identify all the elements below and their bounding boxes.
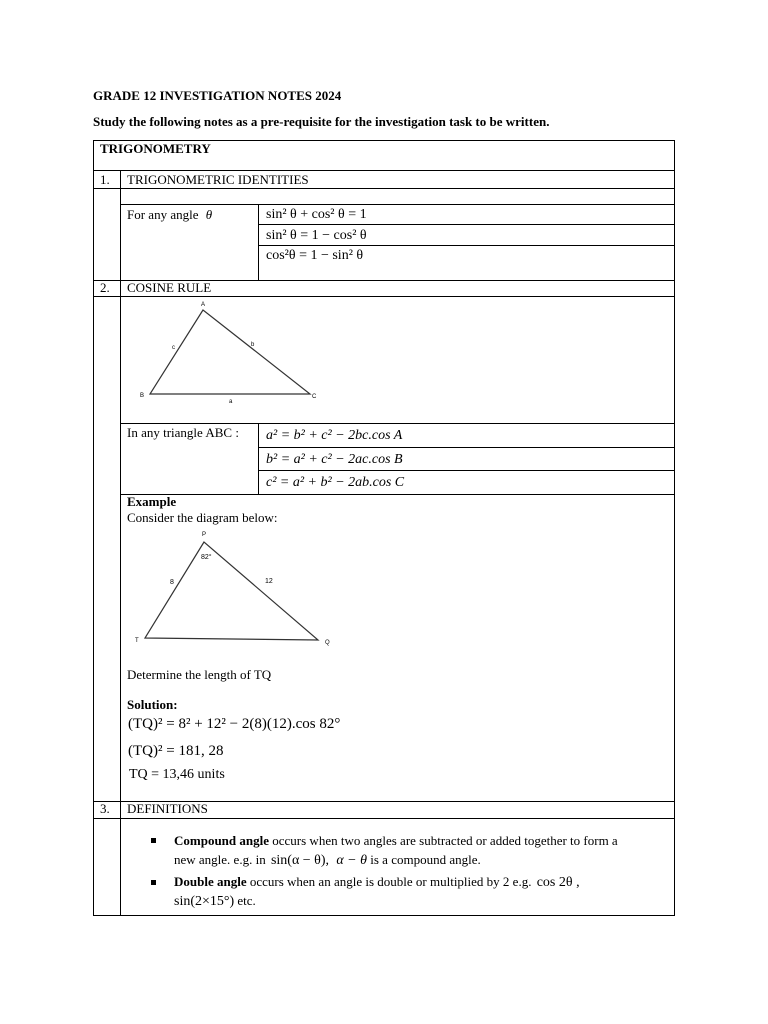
compound-angle-text-3: is a compound angle. (370, 852, 481, 867)
vertex-b-label: B (140, 393, 145, 399)
theta-symbol: θ (205, 207, 213, 222)
definition-compound-line2 (174, 852, 481, 869)
triangle-abc-shape (150, 310, 310, 394)
triangle-abc-diagram (135, 298, 325, 408)
compound-angle-text-2: new angle. e.g. in (174, 852, 266, 867)
side-c-label: c (172, 345, 175, 351)
section-2-title: COSINE RULE (127, 280, 212, 295)
identities-label (127, 207, 212, 223)
vertex-p-label: P (202, 532, 207, 538)
identity-1 (266, 207, 367, 223)
solution-line-3: TQ = 13,46 units (129, 767, 225, 782)
section-title: TRIGONOMETRY (100, 141, 211, 156)
bullet-icon (151, 838, 156, 843)
angle-p-label: 82° (201, 554, 212, 561)
identity-3-text: cos²θ = 1 − sin² θ (266, 248, 364, 263)
compound-angle-term: Compound angle (174, 833, 269, 848)
cosine-rule-2: b² = a² + c² − 2ac.cos B (266, 452, 403, 467)
example-heading: Example (127, 494, 177, 509)
side-a-label: a (229, 399, 233, 405)
identity-2 (266, 228, 367, 244)
definition-double-line1 (174, 874, 580, 891)
instruction-text: Study the following notes as a pre-requisite for the investigation task to be written. (93, 114, 550, 129)
identity-1-text: sin² θ + cos² θ = 1 (266, 207, 367, 222)
side-pt-label: 8 (170, 579, 174, 586)
double-angle-math-1: cos 2θ , (536, 875, 580, 890)
identity-3 (266, 248, 363, 264)
section-1-title: TRIGONOMETRIC IDENTITIES (127, 172, 309, 187)
solution-heading: Solution: (127, 697, 178, 712)
solution-line-2: (TQ)² = 181, 28 (128, 743, 224, 759)
section-2-number: 2. (100, 280, 110, 295)
compound-angle-text-1: occurs when two angles are subtracted or added together to form a (272, 833, 618, 848)
definition-double-line2 (174, 893, 256, 910)
vertex-c-label: C (312, 394, 317, 400)
double-angle-math-2: sin(2×15°) (174, 894, 235, 909)
section-3-number: 3. (100, 801, 110, 816)
double-angle-term: Double angle (174, 874, 247, 889)
triangle-ptq-diagram (130, 528, 340, 648)
document-heading: GRADE 12 INVESTIGATION NOTES 2024 (93, 88, 342, 103)
compound-angle-math-2: α − θ (336, 853, 367, 868)
double-angle-text-2: etc. (237, 893, 256, 908)
vertex-a-label: A (201, 302, 206, 308)
section-3-title: DEFINITIONS (127, 801, 208, 816)
cosine-rule-3: c² = a² + b² − 2ab.cos C (266, 475, 405, 490)
compound-angle-math-1: sin(α − θ), (270, 853, 330, 868)
bullet-icon (151, 880, 156, 885)
cosine-rule-1: a² = b² + c² − 2bc.cos A (266, 428, 403, 443)
cosine-rule-label: In any triangle ABC : (127, 425, 239, 440)
section-1-number: 1. (100, 172, 110, 187)
vertex-t-label: T (135, 638, 139, 644)
side-pq-label: 12 (265, 578, 273, 585)
triangle-ptq-shape (145, 542, 318, 640)
double-angle-text-1: occurs when an angle is double or multiplied by 2 e.g. (249, 874, 532, 889)
example-intro: Consider the diagram below: (127, 510, 278, 525)
solution-line-1: (TQ)² = 8² + 12² − 2(8)(12).cos 82° (128, 716, 341, 732)
vertex-q-label: Q (325, 640, 330, 646)
example-question: Determine the length of TQ (127, 667, 272, 682)
side-b-label: b (251, 342, 255, 348)
identity-2-text: sin² θ = 1 − cos² θ (266, 228, 367, 243)
identities-label-text: For any angle (127, 207, 199, 222)
definition-compound-line1 (174, 833, 618, 849)
